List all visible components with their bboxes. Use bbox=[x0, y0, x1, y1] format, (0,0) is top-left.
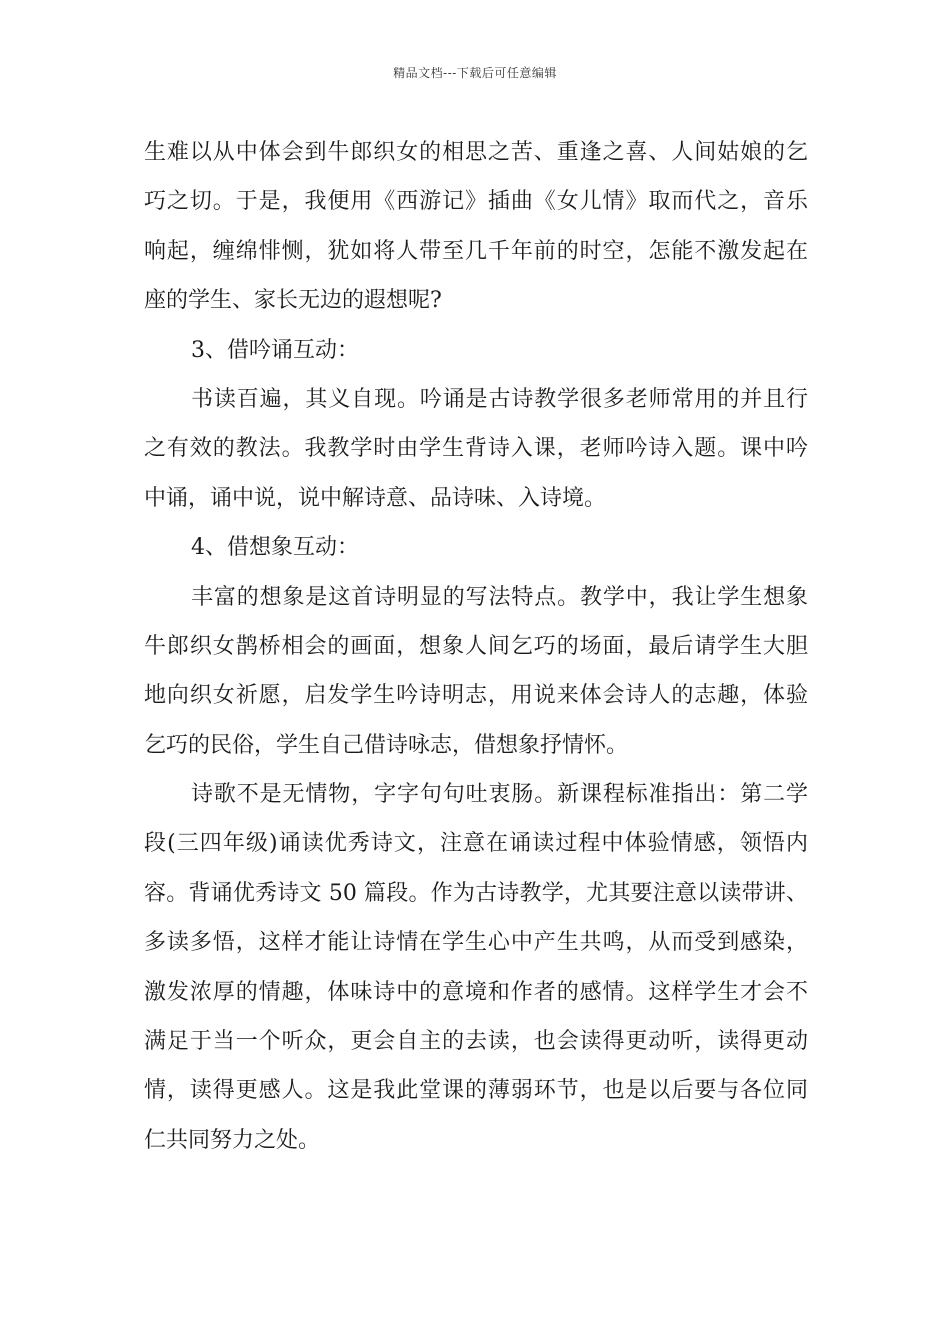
text-line: 响起，缠绵悱恻，犹如将人带至几千年前的时空，怎能不激发起在 bbox=[144, 238, 808, 264]
page-header: 精品文档---下载后可任意编辑 bbox=[393, 66, 557, 80]
text-line: 激发浓厚的情趣，体味诗中的意境和作者的感情。这样学生才会不 bbox=[144, 979, 808, 1005]
text-line: 3、借吟诵互动： bbox=[191, 337, 359, 363]
text-line: 多读多悟，这样才能让诗情在学生心中产生共鸣，从而受到感染， bbox=[144, 930, 808, 956]
text-line: 地向织女祈愿，启发学生吟诗明志，用说来体会诗人的志趣，体验 bbox=[144, 683, 808, 709]
text-line: 生难以从中体会到牛郎织女的相思之苦、重逢之喜、人间姑娘的乞 bbox=[144, 140, 808, 165]
text-line: 书读百遍，其义自现。吟诵是古诗教学很多老师常用的并且行 bbox=[191, 386, 808, 412]
document-body bbox=[144, 128, 808, 1165]
text-line: 满足于当一个听众，更会自主的去读，也会读得更动听，读得更动 bbox=[144, 1029, 808, 1055]
text-line: 诗歌不是无情物，字字句句吐衷肠。新课程标准指出：第二学 bbox=[191, 782, 808, 808]
text-line: 段(三四年级)诵读优秀诗文，注意在诵读过程中体验情感，领悟内 bbox=[144, 831, 808, 857]
text-line: 牛郎织女鹊桥相会的画面，想象人间乞巧的场面，最后请学生大胆 bbox=[144, 633, 808, 659]
text-line: 中诵，诵中说，说中解诗意、品诗味、入诗境。 bbox=[144, 485, 607, 511]
text-line: 乞巧的民俗，学生自己借诗咏志，借想象抒情怀。 bbox=[144, 732, 629, 758]
text-line: 之有效的教法。我教学时由学生背诗入课，老师吟诗入题。课中吟 bbox=[144, 436, 808, 462]
text-line: 巧之切。于是，我便用《西游记》插曲《女儿情》取而代之，音乐 bbox=[144, 189, 808, 215]
text-line: 4、借想象互动： bbox=[191, 535, 359, 561]
text-line: 容。背诵优秀诗文 50 篇段。作为古诗教学，尤其要注意以读带讲、 bbox=[144, 880, 808, 906]
text-line: 座的学生、家长无边的遐想呢? bbox=[144, 288, 442, 314]
text-line: 仁共同努力之处。 bbox=[144, 1127, 321, 1153]
text-line: 丰富的想象是这首诗明显的写法特点。教学中，我让学生想象 bbox=[191, 584, 808, 610]
text-line: 情，读得更感人。这是我此堂课的薄弱环节，也是以后要与各位同 bbox=[144, 1078, 808, 1104]
